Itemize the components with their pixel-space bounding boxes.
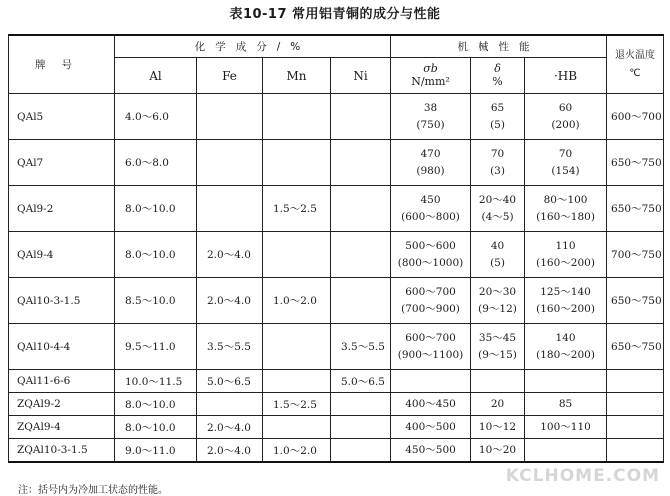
ni-cell: 5.0～6.5 <box>331 370 391 393</box>
ni-cell <box>331 186 391 232</box>
grade-cell: QAl9-4 <box>9 232 115 278</box>
grade-cell: QAl10-4-4 <box>9 324 115 370</box>
table-row <box>9 416 664 439</box>
table-row <box>9 232 664 278</box>
composition-group-header: 化学成分/% <box>115 35 391 58</box>
table-row <box>9 393 664 416</box>
mn-cell <box>263 370 331 393</box>
grade-cell: QAl10-3-1.5 <box>9 278 115 324</box>
ni-column-header: Ni <box>331 58 391 94</box>
grade-cell: QAl5 <box>9 94 115 140</box>
hardness-cell: 100～110 <box>525 416 607 439</box>
elongation-cell: 20～40 (4～5) <box>471 186 525 232</box>
al-cell: 10.0～11.5 <box>115 370 197 393</box>
hardness-cell: 85 <box>525 393 607 416</box>
tensile-cell: 400～450 <box>391 393 471 416</box>
table-footnote: 注：括号内为冷加工状态的性能。 <box>18 485 168 496</box>
elongation-cell <box>471 370 525 393</box>
mn-cell <box>263 232 331 278</box>
anneal-temp-cell: 650～750 <box>607 140 664 186</box>
tensile-strength-header: σb N/mm² <box>391 58 471 94</box>
hardness-cell: 110 (160～200) <box>525 232 607 278</box>
hardness-cell <box>525 370 607 393</box>
table-row <box>9 278 664 324</box>
fe-cell: 2.0～4.0 <box>197 416 263 439</box>
anneal-temp-cell: 650～750 <box>607 186 664 232</box>
grade-cell: ZQAl9-2 <box>9 393 115 416</box>
al-column-header: Al <box>115 58 197 94</box>
al-cell: 8.0～10.0 <box>115 393 197 416</box>
elongation-cell: 20～30 (9～12) <box>471 278 525 324</box>
tensile-cell: 600～700 (900～1100) <box>391 324 471 370</box>
ni-cell: 3.5～5.5 <box>331 324 391 370</box>
elongation-cell: 20 <box>471 393 525 416</box>
anneal-temp-cell: 650～750 <box>607 278 664 324</box>
hardness-cell <box>525 439 607 463</box>
al-cell: 9.5～11.0 <box>115 324 197 370</box>
mn-cell: 1.0～2.0 <box>263 278 331 324</box>
anneal-temp-cell <box>607 439 664 463</box>
mn-cell <box>263 94 331 140</box>
mn-column-header: Mn <box>263 58 331 94</box>
mn-cell: 1.0～2.0 <box>263 439 331 463</box>
mn-cell <box>263 324 331 370</box>
fe-cell <box>197 140 263 186</box>
tensile-cell: 400～500 <box>391 416 471 439</box>
page-title: 表10-17 常用铝青铜的成分与性能 <box>229 7 441 22</box>
table-row <box>9 370 664 393</box>
tensile-cell: 470 (980) <box>391 140 471 186</box>
fe-cell: 2.0～4.0 <box>197 439 263 463</box>
mn-cell: 1.5～2.5 <box>263 186 331 232</box>
fe-cell <box>197 186 263 232</box>
hardness-header: ·HB <box>525 58 607 94</box>
grade-column-header: 牌号 <box>9 35 115 94</box>
anneal-temp-cell: 600～700 <box>607 94 664 140</box>
anneal-temp-header: 退火温度 ℃ <box>607 35 664 94</box>
fe-cell <box>197 94 263 140</box>
anneal-temp-cell: 700～750 <box>607 232 664 278</box>
hardness-cell: 60 (200) <box>525 94 607 140</box>
elongation-cell: 10～12 <box>471 416 525 439</box>
tensile-cell: 38 (750) <box>391 94 471 140</box>
fe-cell: 2.0～4.0 <box>197 232 263 278</box>
fe-column-header: Fe <box>197 58 263 94</box>
mechanical-group-header: 机械性能 <box>391 35 607 58</box>
al-cell: 8.5～10.0 <box>115 278 197 324</box>
ni-cell <box>331 232 391 278</box>
elongation-cell: 70 (3) <box>471 140 525 186</box>
tensile-cell: 500～600 (800～1000) <box>391 232 471 278</box>
fe-cell: 2.0～4.0 <box>197 278 263 324</box>
tensile-cell: 450 (600～800) <box>391 186 471 232</box>
mn-cell <box>263 416 331 439</box>
ni-cell <box>331 278 391 324</box>
mn-cell <box>263 140 331 186</box>
elongation-cell: 40 (5) <box>471 232 525 278</box>
hardness-cell: 80～100 (160～180) <box>525 186 607 232</box>
ni-cell <box>331 416 391 439</box>
anneal-temp-cell <box>607 370 664 393</box>
al-cell: 8.0～10.0 <box>115 186 197 232</box>
tensile-cell: 600～700 (700～900) <box>391 278 471 324</box>
grade-cell: QAl9-2 <box>9 186 115 232</box>
al-cell: 8.0～10.0 <box>115 416 197 439</box>
al-cell: 4.0～6.0 <box>115 94 197 140</box>
ni-cell <box>331 439 391 463</box>
table-row <box>9 140 664 186</box>
grade-cell: ZQAl9-4 <box>9 416 115 439</box>
mn-cell: 1.5～2.5 <box>263 393 331 416</box>
table-row <box>9 439 664 463</box>
al-cell: 9.0～11.0 <box>115 439 197 463</box>
al-cell: 8.0～10.0 <box>115 232 197 278</box>
hardness-cell: 70 (154) <box>525 140 607 186</box>
table-row <box>9 94 664 140</box>
hardness-cell: 140 (180～200) <box>525 324 607 370</box>
al-cell: 6.0～8.0 <box>115 140 197 186</box>
grade-cell: ZQAl10-3-1.5 <box>9 439 115 463</box>
tensile-cell: 450～500 <box>391 439 471 463</box>
fe-cell <box>197 393 263 416</box>
anneal-temp-cell <box>607 416 664 439</box>
table-row <box>9 324 664 370</box>
ni-cell <box>331 94 391 140</box>
watermark: KCLHOME.COM <box>505 466 660 486</box>
grade-cell: QAl11-6-6 <box>9 370 115 393</box>
ni-cell <box>331 140 391 186</box>
table-row <box>9 186 664 232</box>
fe-cell: 3.5～5.5 <box>197 324 263 370</box>
tensile-cell <box>391 370 471 393</box>
elongation-cell: 35～45 (9～15) <box>471 324 525 370</box>
fe-cell: 5.0～6.5 <box>197 370 263 393</box>
anneal-temp-cell: 650～750 <box>607 324 664 370</box>
hardness-cell: 125～140 (160～200) <box>525 278 607 324</box>
elongation-cell: 65 (5) <box>471 94 525 140</box>
alloy-table <box>8 34 664 463</box>
elongation-header: δ % <box>471 58 525 94</box>
elongation-cell: 10～20 <box>471 439 525 463</box>
anneal-temp-cell <box>607 393 664 416</box>
grade-cell: QAl7 <box>9 140 115 186</box>
ni-cell <box>331 393 391 416</box>
